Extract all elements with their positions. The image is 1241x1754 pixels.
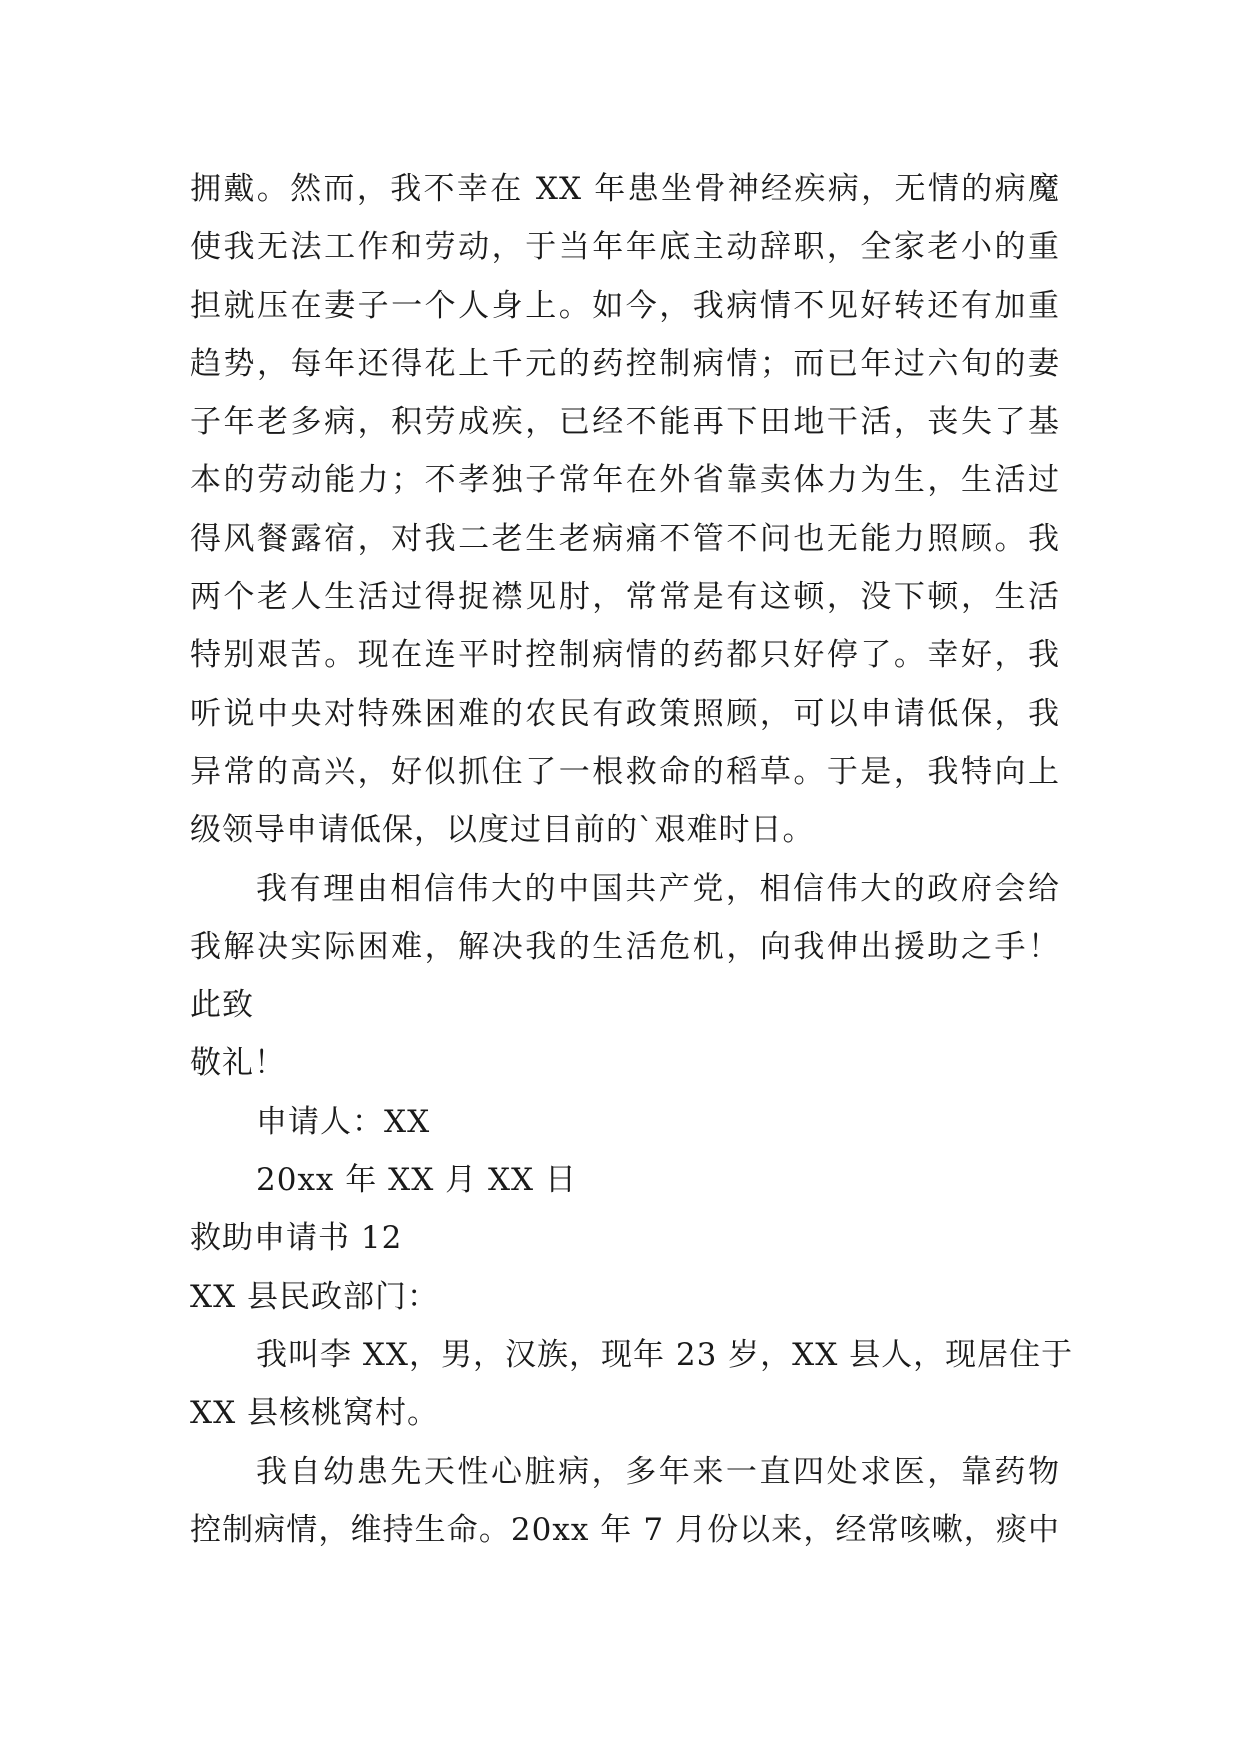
text-line: 控制病情，维持生命。20xx 年 7 月份以来，经常咳嗽，痰中 [190, 1511, 1060, 1548]
text-line: 得风餐露宿，对我二老生老病痛不管不问也无能力照顾。我 [190, 520, 1060, 557]
text-line: XX 县民政部门： [190, 1278, 439, 1315]
text-line: 担就压在妻子一个人身上。如今，我病情不见好转还有加重 [190, 287, 1060, 324]
text-line: 申请人：XX [256, 1103, 431, 1140]
text-line: 救助申请书 12 [190, 1220, 403, 1257]
text-line: XX 县核桃窝村。 [190, 1395, 439, 1432]
text-line: 我叫李 XX，男，汉族，现年 23 岁，XX 县人，现居住于 [256, 1336, 1074, 1373]
text-line: 两个老人生活过得捉襟见肘，常常是有这顿，没下顿，生活 [190, 579, 1060, 616]
text-line: 使我无法工作和劳动，于当年年底主动辞职，全家老小的重 [190, 229, 1060, 266]
text-line: 听说中央对特殊困难的农民有政策照顾，可以申请低保，我 [190, 695, 1060, 732]
text-line: 我解决实际困难，解决我的生活危机，向我伸出援助之手！ [190, 928, 1060, 965]
text-line: 特别艰苦。现在连平时控制病情的药都只好停了。幸好，我 [190, 637, 1060, 674]
text-line: 级领导申请低保，以度过目前的`艰难时日。 [190, 812, 815, 849]
document-body [190, 160, 1074, 1559]
text-line: 此致 [190, 987, 254, 1024]
text-line: 20xx 年 XX 月 XX 日 [256, 1162, 577, 1199]
text-line: 子年老多病，积劳成疾，已经不能再下田地干活，丧失了基 [190, 404, 1060, 441]
text-line: 拥戴。然而，我不幸在 XX 年患坐骨神经疾病，无情的病魔 [190, 171, 1060, 207]
text-line: 我有理由相信伟大的中国共产党，相信伟大的政府会给 [256, 870, 1060, 907]
text-line: 本的劳动能力；不孝独子常年在外省靠卖体力为生，生活过 [190, 462, 1060, 499]
text-line: 趋势，每年还得花上千元的药控制病情；而已年过六旬的妻 [190, 345, 1060, 382]
text-line: 我自幼患先天性心脏病，多年来一直四处求医，靠药物 [256, 1453, 1060, 1490]
text-line: 敬礼！ [190, 1045, 286, 1082]
text-line: 异常的高兴，好似抓住了一根救命的稻草。于是，我特向上 [190, 753, 1060, 790]
